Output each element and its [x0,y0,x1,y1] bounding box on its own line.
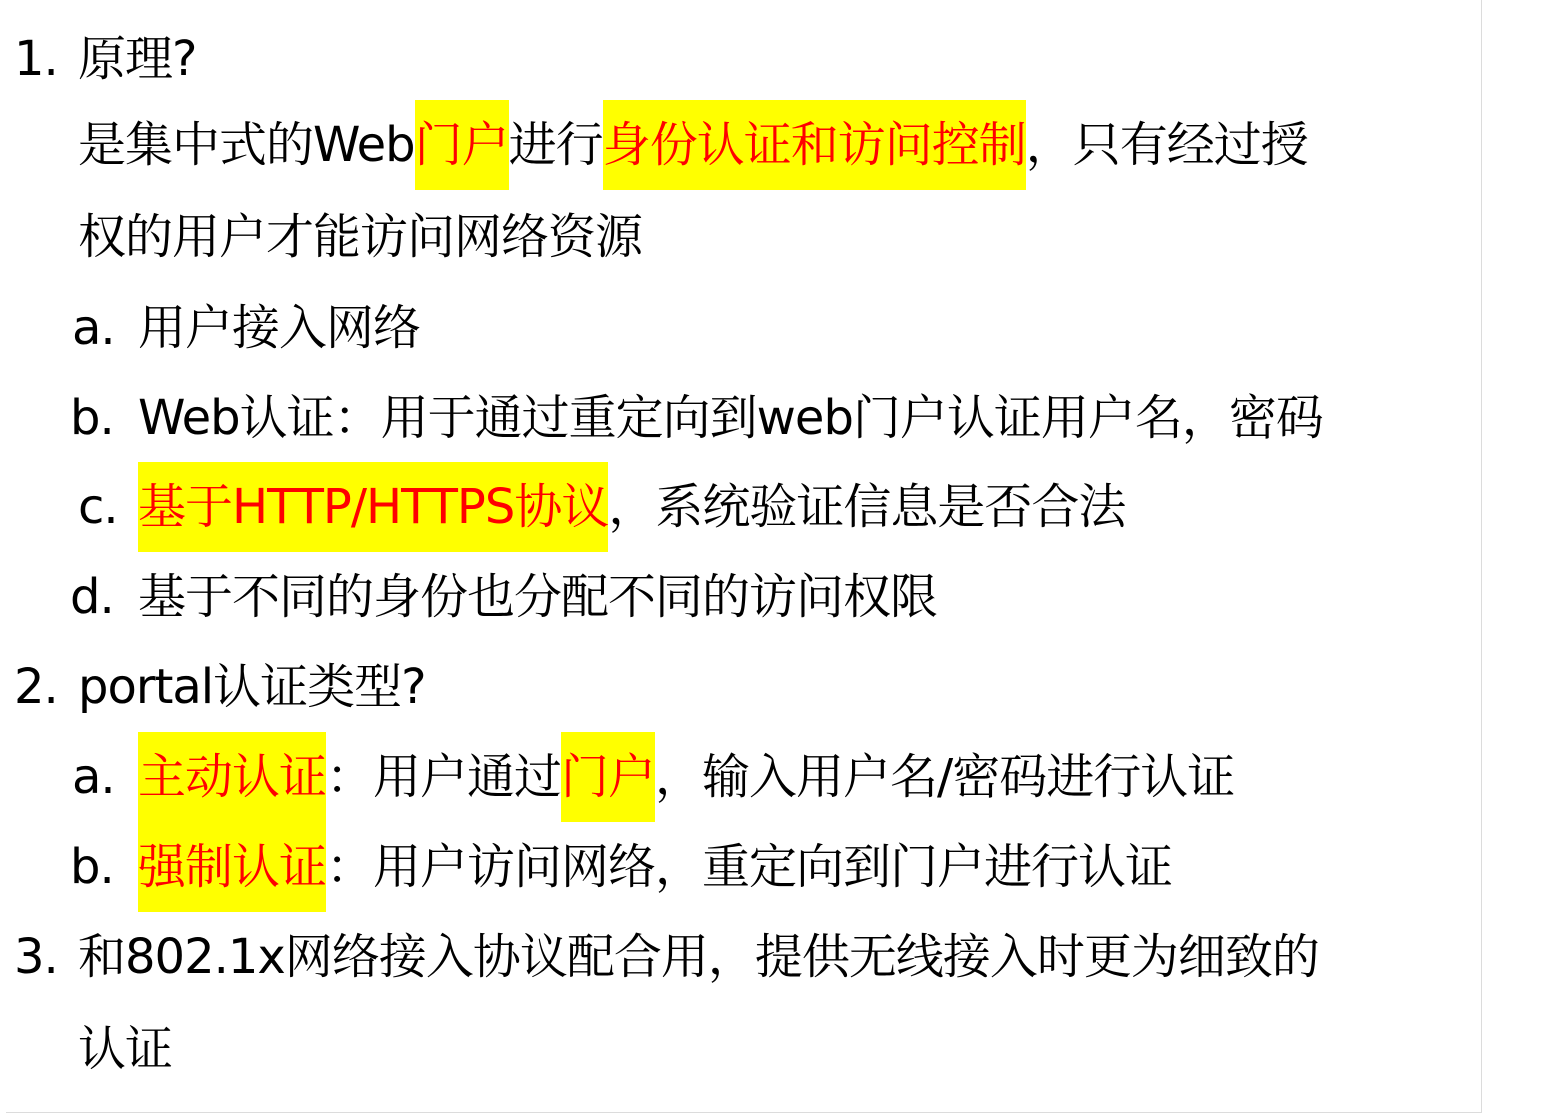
item-2-sub-b-text [138,822,1172,912]
item-3-marker: 3. [14,929,58,985]
highlight-http-https: 基于HTTP/HTTPS协议 [138,462,608,552]
item-1-sub-b [6,373,1476,463]
item-1-sub-d [6,552,1476,642]
item-3-line-1 [6,912,1476,1002]
item-3-text-1: 和802.1x网络接入协议配合用，提供无线接入时更为细致的 [78,929,1319,985]
sub-d-marker: d. [70,569,114,625]
item-2-heading [6,642,1476,732]
sub-a-text: 用户接入网络 [138,300,421,356]
sub-c-text [138,462,1125,552]
desc-part-1: 是集中式的Web [78,117,415,173]
sub-c-rest: ，系统验证信息是否合法 [608,479,1126,535]
sub-c-marker: c. [78,479,118,535]
item-1-desc-line-2-text: 权的用户才能访问网络资源 [78,209,643,265]
item-2-sub-b-rest: ：用户访问网络，重定向到门户进行认证 [326,839,1173,895]
document-page [6,0,1482,1113]
item-2-title: portal认证类型? [78,659,426,715]
item-2-sub-a-part-1: ：用户通过 [326,749,562,805]
sub-b-text: Web认证：用于通过重定向到web门户认证用户名，密码 [138,390,1323,446]
item-2-sub-b-marker: b. [70,839,114,895]
item-1-heading [6,14,1476,104]
item-3-line-2 [6,1004,1476,1094]
item-1-desc-line-1-text [78,100,1308,190]
item-2-sub-a-text [138,732,1234,822]
item-2-marker: 2. [14,659,58,715]
item-2-sub-b [6,822,1476,912]
item-1-desc-line-2 [6,192,1476,282]
highlight-auth-access-control: 身份认证和访问控制 [603,100,1026,190]
desc-part-2: 进行 [508,117,603,173]
item-2-sub-a [6,732,1476,822]
highlight-active-auth: 主动认证 [138,732,326,822]
item-2-sub-a-marker: a. [72,749,115,805]
item-2-sub-a-part-2: ，输入用户名/密码进行认证 [655,749,1235,805]
highlight-portal-2: 门户 [561,732,655,822]
item-1-sub-a [6,283,1476,373]
highlight-forced-auth: 强制认证 [138,822,326,912]
item-1-marker: 1. [14,31,58,87]
item-1-title: 原理? [78,31,197,87]
item-1-desc-line-1 [6,100,1476,190]
item-1-sub-c [6,462,1476,552]
highlight-portal: 门户 [415,100,509,190]
sub-d-text: 基于不同的身份也分配不同的访问权限 [138,569,938,625]
sub-b-marker: b. [70,390,114,446]
desc-part-3: ，只有经过授 [1025,117,1308,173]
item-3-text-2: 认证 [78,1021,173,1077]
sub-a-marker: a. [72,300,115,356]
